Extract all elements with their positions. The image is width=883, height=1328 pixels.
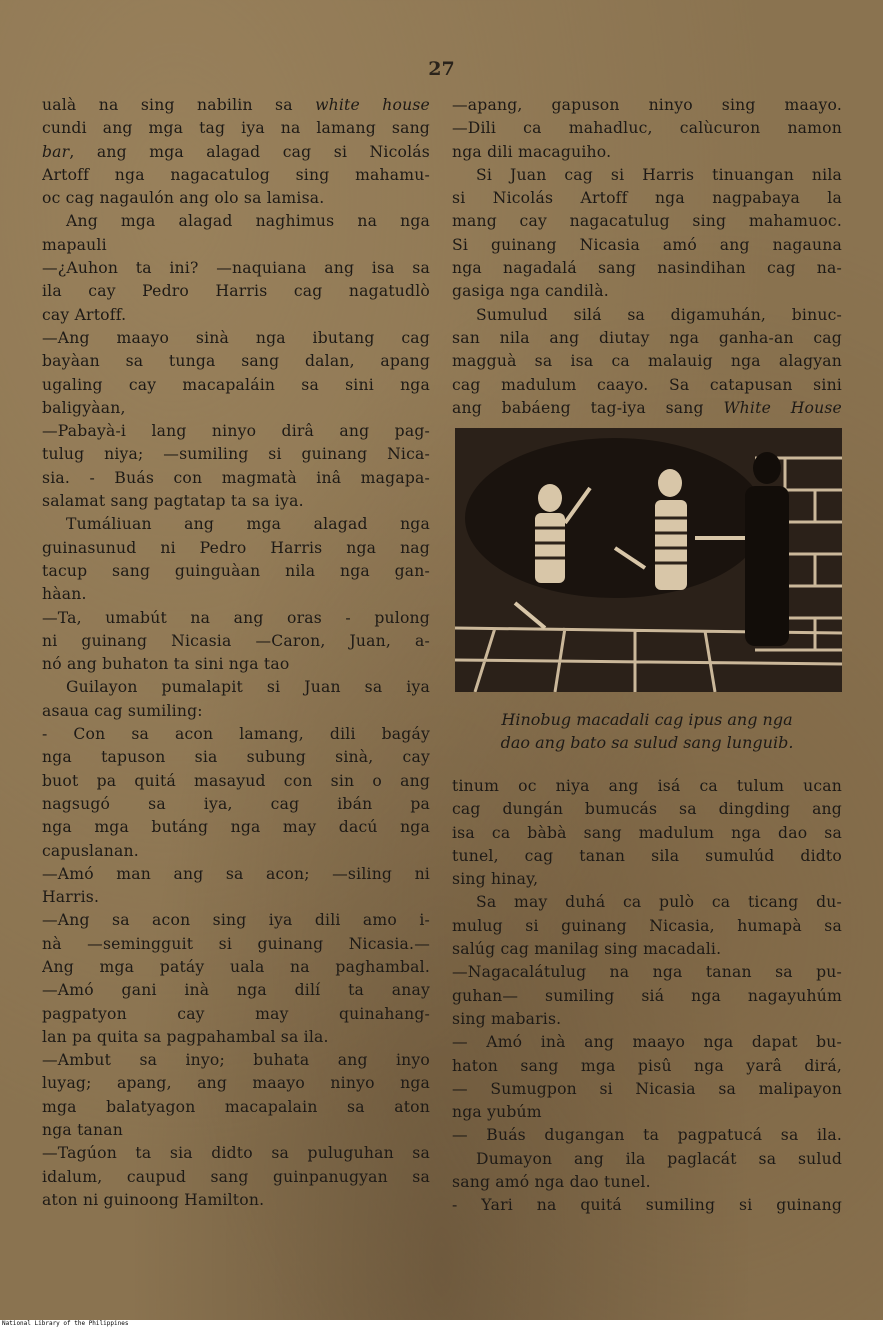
text-line bbox=[452, 1101, 842, 1124]
text-segment: salamat sang pagtatap ta sa iya. bbox=[42, 492, 304, 511]
text-line bbox=[452, 374, 842, 397]
text-segment: Artoff nga nagacatulog sing mahamu- bbox=[42, 165, 430, 184]
text-line bbox=[452, 1078, 842, 1101]
text-line bbox=[42, 141, 430, 164]
text-line bbox=[42, 257, 430, 280]
text-line bbox=[452, 798, 842, 821]
left-column bbox=[42, 94, 430, 1212]
text-segment: —apang, gapuson ninyo sing maayo. bbox=[452, 96, 842, 114]
text-segment: sang amó nga dao tunel. bbox=[452, 1173, 651, 1192]
text-line bbox=[42, 234, 430, 257]
text-segment: pagpatyon cay may quinahang- bbox=[42, 1004, 430, 1023]
text-segment: —Pabayà-i lang ninyo dirâ ang pag- bbox=[42, 422, 430, 441]
text-segment: mulug si guinang Nicasia, humapà sa bbox=[452, 916, 842, 935]
text-segment: bayàan sa tunga sang dalan, apang bbox=[42, 352, 430, 371]
text-line bbox=[452, 141, 842, 164]
caption-line: Hinobug macadali cag ipus ang nga bbox=[501, 710, 793, 729]
text-segment: —¿Auhon ta ini? —naquiana ang isa sa bbox=[42, 259, 430, 278]
text-line bbox=[452, 822, 842, 845]
text-line bbox=[42, 676, 430, 699]
italic-segment: White House bbox=[723, 398, 842, 417]
text-line bbox=[42, 374, 430, 397]
text-line bbox=[452, 327, 842, 350]
library-footer: National Library of the Philippines bbox=[0, 1320, 883, 1328]
italic-segment: bar bbox=[42, 142, 70, 161]
text-segment: cay Artoff. bbox=[42, 305, 127, 324]
text-segment: Tumáliuan ang mga alagad nga bbox=[66, 515, 430, 534]
text-segment: cag dungán bumucás sa dingding ang bbox=[452, 800, 842, 819]
text-line bbox=[42, 513, 430, 536]
text-line bbox=[42, 560, 430, 583]
text-line bbox=[42, 210, 430, 233]
text-line bbox=[452, 938, 842, 961]
text-segment: sing hinay, bbox=[452, 870, 539, 889]
text-line bbox=[42, 1026, 430, 1049]
text-segment: —Ang maayo sinà nga ibutang cag bbox=[42, 328, 430, 347]
text-segment: mang cay nagacatulug sing mahamuoc. bbox=[452, 212, 842, 231]
text-line bbox=[452, 1008, 842, 1031]
text-line bbox=[42, 886, 430, 909]
text-segment: nga yubúm bbox=[452, 1103, 542, 1122]
text-line bbox=[42, 1049, 430, 1072]
text-line bbox=[452, 210, 842, 233]
text-segment: — Sumugpon si Nicasia sa malipayon bbox=[452, 1079, 842, 1098]
right-column-top bbox=[452, 94, 842, 420]
text-segment: guhan— sumiling siá nga nagayuhúm bbox=[452, 986, 842, 1005]
text-line bbox=[452, 94, 842, 117]
text-segment: ugaling cay macapaláin sa sini nga bbox=[42, 375, 430, 394]
text-line bbox=[452, 164, 842, 187]
text-segment: Sa may duhá ca pulò ca ticang du- bbox=[476, 893, 842, 912]
text-segment: —Tagúon ta sia didto sa puluguhan sa bbox=[42, 1144, 430, 1163]
text-segment: oc cag nagaulón ang olo sa lamisa. bbox=[42, 189, 325, 208]
text-segment: Harris. bbox=[42, 888, 100, 907]
text-segment: guinasunud ni Pedro Harris nga nag bbox=[42, 538, 430, 557]
text-segment: ang babáeng tag-iya sang bbox=[452, 398, 724, 417]
text-line bbox=[42, 933, 430, 956]
text-segment: ni guinang Nicasia —Caron, Juan, a- bbox=[42, 631, 430, 650]
text-line bbox=[42, 1189, 430, 1212]
text-line bbox=[452, 304, 842, 327]
text-segment: nga nagadalá sang nasindihan cag na- bbox=[452, 259, 842, 278]
text-segment: tulug niya; —sumiling si guinang Nica- bbox=[42, 445, 430, 464]
text-line bbox=[42, 537, 430, 560]
text-line bbox=[452, 187, 842, 210]
text-segment: nga tapuson sia subung sinà, cay bbox=[42, 748, 430, 767]
text-segment: tinum oc niya ang isá ca tulum ucan bbox=[452, 777, 842, 795]
text-segment: - Con sa acon lamang, dili bagáy bbox=[42, 725, 430, 744]
text-segment: lan pa quita sa pagpahambal sa ila. bbox=[42, 1027, 329, 1046]
text-segment: cag madulum caayo. Sa catapusan sini bbox=[452, 375, 842, 394]
text-line bbox=[42, 420, 430, 443]
text-line bbox=[452, 775, 842, 798]
text-segment: Ang mga patáy uala na paghambal. bbox=[42, 957, 430, 976]
text-line bbox=[452, 1031, 842, 1054]
text-line bbox=[42, 350, 430, 373]
text-line bbox=[42, 1072, 430, 1095]
text-segment: luyag; apang, ang maayo ninyo nga bbox=[42, 1074, 430, 1093]
text-line bbox=[42, 909, 430, 932]
woodcut-illustration bbox=[455, 428, 842, 692]
text-segment: cundi ang mga tag iya na lamang sang bbox=[42, 119, 430, 138]
text-line bbox=[42, 443, 430, 466]
text-line bbox=[42, 117, 430, 140]
right-column-bottom bbox=[452, 775, 842, 1218]
text-line bbox=[452, 985, 842, 1008]
text-line bbox=[452, 234, 842, 257]
text-segment: idalum, caupud sang guinpanugyan sa bbox=[42, 1167, 430, 1186]
text-line bbox=[42, 490, 430, 513]
text-line bbox=[452, 350, 842, 373]
text-segment: Guilayon pumalapit si Juan sa iya bbox=[66, 678, 430, 697]
text-segment: nga dili macaguiho. bbox=[452, 142, 612, 161]
text-segment: —Ta, umabút na ang oras - pulong bbox=[42, 608, 430, 627]
text-segment: isa ca bàbà sang madulum nga dao sa bbox=[452, 823, 842, 842]
text-line bbox=[42, 840, 430, 863]
text-line bbox=[42, 746, 430, 769]
text-segment: nagsugó sa iya, cag ibán pa bbox=[42, 794, 430, 813]
text-line bbox=[452, 1148, 842, 1171]
text-line bbox=[42, 327, 430, 350]
text-line bbox=[452, 891, 842, 914]
text-line bbox=[42, 94, 430, 117]
text-line bbox=[42, 1142, 430, 1165]
text-line bbox=[452, 868, 842, 891]
text-segment: san nila ang diutay nga ganha-an cag bbox=[452, 328, 842, 347]
text-segment: magguà sa isa ca malauig nga alagyan bbox=[452, 352, 842, 371]
text-segment: — Buás dugangan ta pagpatucá sa ila. bbox=[452, 1126, 842, 1145]
text-line bbox=[42, 397, 430, 420]
text-line bbox=[42, 1003, 430, 1026]
text-line bbox=[452, 845, 842, 868]
text-segment: —Nagacalátulug na nga tanan sa pu- bbox=[452, 963, 842, 982]
text-line bbox=[42, 700, 430, 723]
illustration-caption bbox=[452, 708, 842, 755]
cave-scene-image bbox=[455, 428, 842, 692]
text-line bbox=[42, 770, 430, 793]
text-segment: haton sang mga pisû nga yarâ dirá, bbox=[452, 1056, 842, 1075]
caption-line: dao ang bato sa sulud sang lunguib. bbox=[500, 733, 794, 753]
text-segment: , ang mga alagad cag si Nicolás bbox=[69, 142, 430, 161]
text-line bbox=[452, 397, 842, 420]
text-segment: mga balatyagon macapalain sa aton bbox=[42, 1097, 430, 1116]
text-segment: Si guinang Nicasia amó ang nagauna bbox=[452, 235, 842, 254]
text-line bbox=[42, 583, 430, 606]
text-segment: baligyàan, bbox=[42, 398, 126, 417]
text-line bbox=[42, 816, 430, 839]
text-segment: Si Juan cag si Harris tinuangan nila bbox=[476, 165, 842, 184]
text-segment: Ang mga alagad naghimus na nga bbox=[66, 212, 430, 231]
text-line bbox=[452, 961, 842, 984]
page-number: 27 bbox=[428, 58, 455, 80]
text-line bbox=[452, 915, 842, 938]
text-segment: aton ni guinoong Hamilton. bbox=[42, 1190, 265, 1209]
text-segment: nga tanan bbox=[42, 1121, 124, 1140]
text-segment: buot pa quitá masayud con sin o ang bbox=[42, 771, 430, 790]
text-segment: capuslanan. bbox=[42, 841, 139, 860]
text-segment: - Yari na quitá sumiling si guinang bbox=[452, 1196, 842, 1215]
text-segment: tacup sang guinguàan nila nga gan- bbox=[42, 561, 430, 580]
text-segment: nó ang buhaton ta sini nga tao bbox=[42, 655, 290, 674]
text-line bbox=[452, 257, 842, 280]
text-line bbox=[452, 1194, 842, 1217]
italic-segment: white house bbox=[315, 96, 430, 114]
text-line bbox=[42, 304, 430, 327]
text-segment: — Amó inà ang maayo nga dapat bu- bbox=[452, 1033, 842, 1052]
text-segment: —Ang sa acon sing iya dili amo i- bbox=[42, 911, 430, 930]
text-segment: ila cay Pedro Harris cag nagatudlò bbox=[42, 282, 430, 301]
text-line bbox=[452, 280, 842, 303]
text-segment: sing mabaris. bbox=[452, 1009, 562, 1028]
text-line bbox=[42, 723, 430, 746]
text-segment: nga mga butáng nga may dacú nga bbox=[42, 818, 430, 837]
text-line bbox=[42, 653, 430, 676]
text-line bbox=[452, 1171, 842, 1194]
text-line bbox=[42, 467, 430, 490]
text-line bbox=[42, 1166, 430, 1189]
text-segment: hàan. bbox=[42, 585, 87, 604]
text-segment: nà —semingguit si guinang Nicasia.— bbox=[42, 934, 430, 953]
text-line bbox=[42, 280, 430, 303]
text-line bbox=[42, 956, 430, 979]
text-line bbox=[42, 1096, 430, 1119]
text-segment: —Amó man ang sa acon; —siling ni bbox=[42, 864, 430, 883]
text-segment: sia. - Buás con magmatà inâ magapa- bbox=[42, 468, 430, 487]
text-line bbox=[42, 164, 430, 187]
text-line bbox=[42, 979, 430, 1002]
text-line bbox=[42, 187, 430, 210]
text-line bbox=[452, 1055, 842, 1078]
text-segment: —Amó gani inà nga dilí ta anay bbox=[42, 981, 430, 1000]
text-segment: si Nicolás Artoff nga nagpabaya la bbox=[452, 189, 842, 208]
text-line bbox=[42, 863, 430, 886]
text-segment: salúg cag manilag sing macadali. bbox=[452, 940, 722, 959]
text-segment: ualà na sing nabilin sa bbox=[42, 96, 316, 114]
text-segment: —Dili ca mahadluc, calùcuron namon bbox=[452, 119, 842, 138]
text-segment: mapauli bbox=[42, 235, 107, 254]
text-segment: Dumayon ang ila paglacát sa sulud bbox=[476, 1149, 842, 1168]
text-segment: asaua cag sumiling: bbox=[42, 701, 203, 720]
text-line bbox=[42, 1119, 430, 1142]
text-line bbox=[42, 607, 430, 630]
text-line bbox=[42, 630, 430, 653]
text-line bbox=[42, 793, 430, 816]
text-line bbox=[452, 117, 842, 140]
text-line bbox=[452, 1124, 842, 1147]
text-segment: tunel, cag tanan sila sumulúd didto bbox=[452, 846, 842, 865]
text-segment: gasiga nga candilà. bbox=[452, 282, 609, 301]
text-segment: Sumulud silá sa digamuhán, binuc- bbox=[476, 305, 842, 324]
text-segment: —Ambut sa inyo; buhata ang inyo bbox=[42, 1051, 430, 1070]
